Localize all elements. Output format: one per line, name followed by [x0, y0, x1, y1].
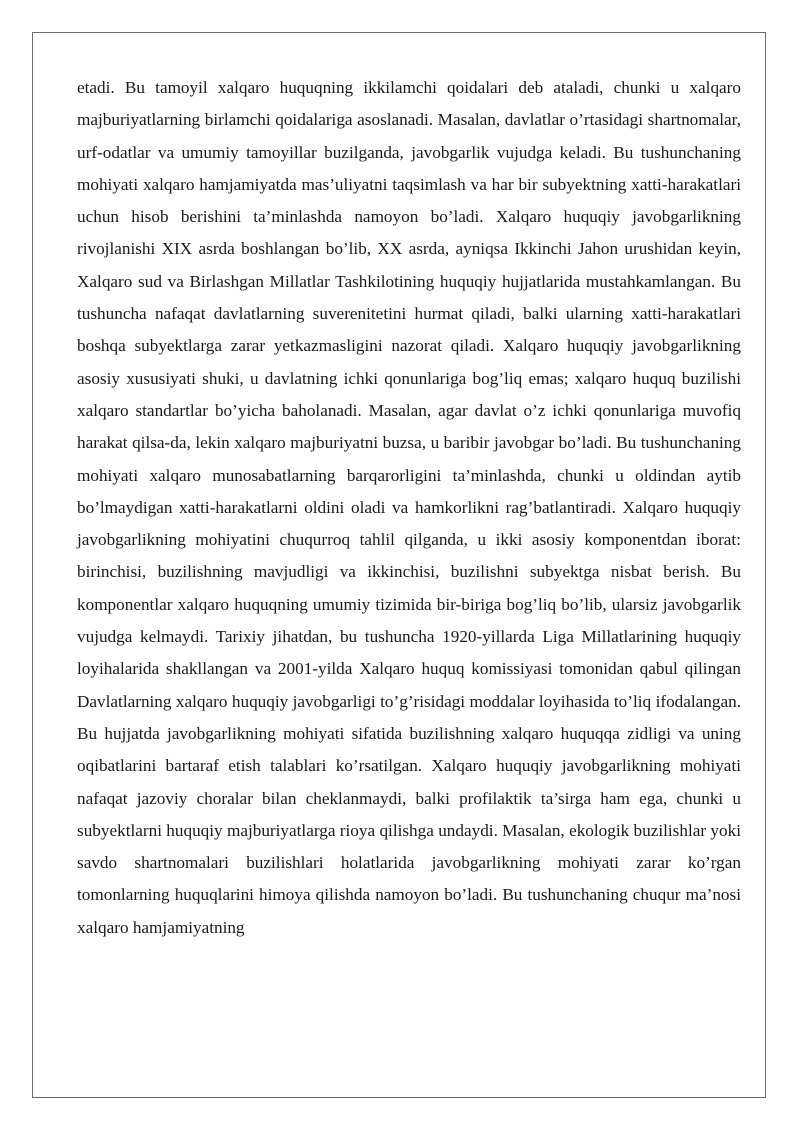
- document-body-text: etadi. Bu tamoyil xalqaro huquqning ikkilamchi qoidalari deb ataladi, chunki u xalqaro majburiyatlarning birlamchi qoidalariga asoslanadi. Masalan, davlatlar o’rtasidagi shartnomalar, urf-odatlar va umumiy tamoyillar buzilganda, javobgarlik vujudga keladi. Bu tushunchaning mohiyati xalqaro hamjamiyatda mas’uliyatni taqsimlash va har bir subyektning xatti-harakatlari uchun hisob berishini ta’minlashda namoyon bo’ladi. Xalqaro huquqiy javobgarlikning rivojlanishi XIX asrda boshlangan bo’lib, XX asrda, ayniqsa Ikkinchi Jahon urushidan keyin, Xalqaro sud va Birlashgan Millatlar Tashkilotining huquqiy hujjatlarida mustahkamlangan. Bu tushuncha nafaqat davlatlarning suverenitetini hurmat qiladi, balki ularning xatti-harakatlari boshqa subyektlarga zarar yetkazmasligini nazorat qiladi. Xalqaro huquqiy javobgarlikning asosiy xususiyati shuki, u davlatning ichki qonunlariga bog’liq emas; xalqaro huquq buzilishi xalqaro standartlar bo’yicha baholanadi. Masalan, agar davlat o’z ichki qonunlariga muvofiq harakat qilsa-da, lekin xalqaro majburiyatni buzsa, u baribir javobgar bo’ladi. Bu tushunchaning mohiyati xalqaro munosabatlarning barqarorligini ta’minlashda, chunki u oldindan aytib bo’lmaydigan xatti-harakatlarni oldini oladi va hamkorlikni rag’batlantiradi. Xalqaro huquqiy javobgarlikning mohiyatini chuqurroq tahlil qilganda, u ikki asosiy komponentdan iborat: birinchisi, buzilishning mavjudligi va ikkinchisi, buzilishni subyektga nisbat berish. Bu komponentlar xalqaro huquqning umumiy tizimida bir-biriga bog’liq bo’lib, ularsiz javobgarlik vujudga kelmaydi. Tarixiy jihatdan, bu tushuncha 1920-yillarda Liga Millatlarining huquqiy loyihalarida shakllangan va 2001-yilda Xalqaro huquq komissiyasi tomonidan qabul qilingan Davlatlarning xalqaro huquqiy javobgarligi to’g’risidagi moddalar loyihasida to’liq ifodalangan. Bu hujjatda javobgarlikning mohiyati sifatida buzilishning xalqaro huquqqa zidligi va uning oqibatlarini bartaraf etish talablari ko’rsatilgan. Xalqaro huquqiy javobgarlikning mohiyati nafaqat jazoviy choralar bilan cheklanmaydi, balki profilaktik ta’sirga ham ega, chunki u subyektlarni huquqiy majburiyatlarga rioya qilishga undaydi. Masalan, ekologik buzilishlar yoki savdo shartnomalari buzilishlari holatlarida javobgarlikning mohiyati zarar ko’rgan tomonlarning huquqlarini himoya qilishda namoyon bo’ladi. Bu tushunchaning chuqur ma’nosi xalqaro hamjamiyatning: [77, 78, 741, 937]
